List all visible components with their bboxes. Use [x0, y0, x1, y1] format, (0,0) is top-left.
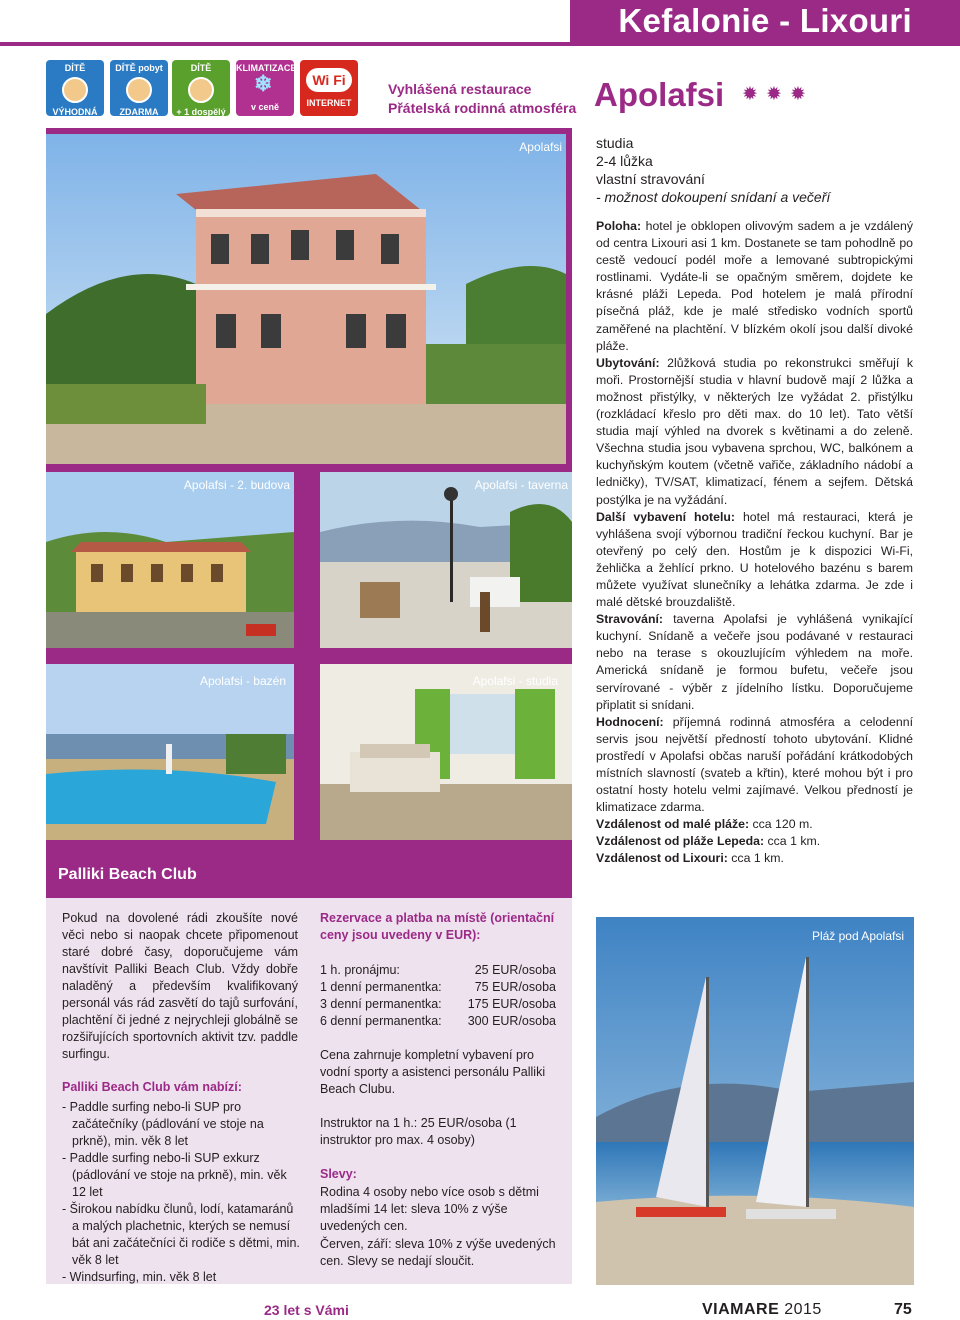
page-number: 75 — [894, 1301, 912, 1318]
palliki-offers-heading: Palliki Beach Club vám nabízí: — [62, 1080, 242, 1094]
price-row — [320, 996, 556, 1013]
discounts-text: Rodina 4 osoby nebo více osob s dětmi mladšími 14 let: sleva 10% z výše uvedených cen. — [320, 1185, 539, 1233]
brand-year: 2015 — [784, 1301, 822, 1318]
child-stay-free-icon — [110, 60, 168, 116]
price-row — [320, 979, 556, 996]
building-2-image — [46, 472, 294, 648]
price-name: 3 denní permanentka: — [320, 997, 442, 1011]
description-section — [596, 714, 913, 817]
description-section — [596, 850, 913, 867]
child-face-icon — [126, 77, 152, 103]
price-value: 300 EUR/osoba — [467, 1014, 556, 1028]
list-item: - Windsurfing, min. věk 8 let — [62, 1270, 217, 1284]
section-label: Stravování: — [596, 612, 663, 627]
icon-label-top: DÍTĚ — [64, 63, 86, 73]
footer-anniversary: 23 let s Vámi — [264, 1302, 349, 1318]
region-title: Kefalonie - Lixouri — [618, 2, 912, 39]
section-label: Hodnocení: — [596, 714, 664, 729]
section-label: Vzdálenost od malé pláže: — [596, 817, 750, 832]
icon-label-bottom: ZDARMA — [119, 107, 159, 117]
price-value: 175 EUR/osoba — [467, 997, 556, 1011]
palliki-title: Palliki Beach Club — [58, 866, 197, 883]
child-face-icon — [188, 77, 214, 103]
price-name: 6 denní permanentka: — [320, 1014, 442, 1028]
price-value: 75 EUR/osoba — [474, 980, 556, 994]
section-text: taverna Apolafsi je vyhlášená vynikající kuchyní. Snídaně a večeře jsou podávané v restauraci nebo na terase s okouzlujícím výhledem na moře. Americká snídaně je formou bufetu, večeře jsou servírované - výběr z jídelního lístku. Doporučujeme připlatit si snídani. — [596, 612, 913, 712]
photo-caption: Apolafsi - taverna — [474, 478, 568, 492]
type-line: 2-4 lůžka — [596, 153, 653, 169]
icon-label-bottom: VÝHODNÁ CENA — [52, 107, 98, 128]
photo-caption: Apolafsi — [519, 140, 562, 154]
promo-line-2: Přátelská rodinná atmosféra — [388, 100, 577, 116]
photo-caption: Apolafsi - bazén — [199, 674, 286, 688]
price-row — [320, 1013, 556, 1030]
section-text: cca 120 m. — [749, 817, 813, 832]
rating-star-icon: ✹ — [742, 84, 758, 105]
palliki-intro: Pokud na dovolené rádi zkoušíte nové věci nebo si naopak chcete připomenout staré dobré časy, doporučujeme vám navštívit Palliki Beach Club. Vždy dobře naladěný a především kvalifikovaný personál vás rád zasvětí do tajů surfování, plachtění či jedné z nejrychleji globálně se rozšiřujících sportovních aktivit tzv. paddle surfingu. — [62, 911, 298, 1061]
list-item: - Širokou nabídku člunů, lodí, katamaránů a malých plachetnic, kterých se nemusí bát ani začátečníci či rodiče s dětmi, min. věk 8 let — [62, 1202, 300, 1267]
section-label: Vzdálenost od Lixouri: — [596, 851, 728, 866]
description-section — [596, 509, 913, 612]
photo-caption: Apolafsi - 2. budova — [183, 478, 290, 492]
wifi-logo: Wi Fi — [306, 68, 352, 92]
discounts-heading: Slevy: — [320, 1167, 357, 1181]
icon-label-bottom: INTERNET — [306, 98, 352, 108]
hotel-name: Apolafsi — [594, 76, 725, 113]
reservation-heading: Rezervace a platba na místě (orientační ceny jsou uvedeny v EUR): — [320, 911, 555, 942]
section-text: příjemná rodinná atmosféra a celodenní servis jsou největší předností tohoto ubytování. Klidné prostředí v Apolafsi občas naruší pořádání krátkodobých místních slavností (svateb a křtin), které mohou být i pro ostatní hosty hotelu velmi zajímavé. Velkou předností je klimatizace zdarma. — [596, 714, 913, 815]
air-conditioning-icon — [236, 60, 297, 116]
description-section — [596, 611, 913, 714]
photo-studio — [320, 664, 572, 840]
section-label: Další vybavení hotelu: — [596, 509, 735, 524]
photo-building-2 — [46, 472, 294, 648]
discounts-text-2: Červen, září: sleva 10% z výše uvedených cen. Slevy se nedají sloučit. — [320, 1237, 556, 1268]
snowflake-icon: ❄ — [254, 71, 273, 96]
photo-caption: Pláž pod Apolafsi — [811, 929, 904, 943]
studio-image — [320, 664, 572, 840]
section-text: 2lůžková studia po rekonstrukci směřují k moři. Prostornější studia v hlavní budově mají 2 lůžka a možnost přistýlky, v některých lze vyžádat 2. přistýlku (rozkládací křeslo pro děti max. do 10 let). Tato větší studia mají výhled na dvorek s květinami a do zeleně. Všechna studia jsou vybavena sprchou, WC, balkónem a kuchyňským koutem (včetně vařiče, základního nádobí a ledničky), TV/SAT, klimatizací, fénem a sejfem. Dětská postýlka je na vyžádání. — [596, 355, 913, 507]
description-section — [596, 218, 913, 355]
section-text: cca 1 km. — [727, 851, 784, 866]
description-section — [596, 355, 913, 509]
pool-image — [46, 664, 294, 840]
description-section — [596, 833, 913, 850]
price-note: Cena zahrnuje kompletní vybavení pro vodní sporty a asistenci personálu Palliki Beach Clubu. — [320, 1048, 546, 1096]
price-name: 1 h. pronájmu: — [320, 963, 400, 977]
promo-lines — [388, 80, 578, 118]
brand-name: VIAMARE — [702, 1301, 780, 1318]
child-discount-icon — [46, 60, 104, 128]
list-item: - Paddle surfing nebo-li SUP exkurz (pádlování ve stoje na prkně), min. věk 12 let — [62, 1151, 287, 1199]
region-title-bar — [570, 0, 960, 42]
palliki-offers-list — [62, 1099, 302, 1286]
child-face-icon — [62, 77, 88, 103]
child-plus-adult-icon — [172, 60, 230, 116]
photo-caption: Apolafsi - studia — [472, 674, 558, 688]
price-value: 25 EUR/osoba — [474, 963, 556, 977]
beach-image — [596, 917, 914, 1285]
icon-label-top: DÍTĚ — [190, 63, 212, 73]
type-line: studia — [596, 135, 634, 151]
icon-label-top: DÍTĚ pobyt — [115, 63, 163, 73]
section-label: Ubytování: — [596, 355, 660, 370]
icon-label-bottom: + 1 dospělý — [176, 107, 226, 117]
wifi-internet-icon — [300, 60, 358, 116]
section-label: Poloha: — [596, 219, 642, 233]
section-text: cca 1 km. — [764, 834, 821, 849]
section-text: hotel je obklopen olivovým sadem a je vzdálený od centra Lixouri asi 1 km. Dostanete se tam pohodlně po cestě vedoucí podél moře a lemované subtropickými rostlinami. Vydáte-li se opačným směrem, dojdete ke krásné pláži Lepeda. Pod hotelem je malá přírodní písečná pláž, kde je malé středisko vodních sportů zaměřené na plachtění. V blízkém okolí jsou další divoké pláže. — [596, 219, 913, 353]
footer-brand — [702, 1301, 822, 1319]
price-row — [320, 962, 556, 979]
description-section — [596, 816, 913, 833]
photo-taverna — [320, 472, 572, 648]
accommodation-types — [596, 134, 926, 206]
photo-pool — [46, 664, 294, 840]
list-item: - Paddle surfing nebo-li SUP pro začátečníky (pádlování ve stoje na prkně), min. věk 8 let — [62, 1100, 264, 1148]
type-line: vlastní stravování — [596, 171, 705, 187]
instructor-price: Instruktor na 1 h.: 25 EUR/osoba (1 instruktor pro max. 4 osoby) — [320, 1116, 517, 1147]
photo-beach — [596, 917, 914, 1285]
hotel-description — [596, 218, 913, 868]
icon-label-top: KLIMATIZACE — [236, 63, 297, 73]
header-rule — [0, 42, 960, 46]
taverna-image — [320, 472, 572, 648]
type-note: - možnost dokoupení snídaní a večeří — [596, 189, 831, 205]
rating-star-icon: ✹ — [766, 84, 782, 105]
promo-line-1: Vyhlášená restaurace — [388, 81, 532, 97]
rating-star-icon: ✹ — [790, 84, 806, 105]
icon-label-bottom: v ceně — [250, 102, 280, 112]
section-label: Vzdálenost od pláže Lepeda: — [596, 834, 765, 849]
hotel-main-image — [46, 134, 566, 464]
section-text: hotel má restauraci, která je vyhlášena svojí výbornou tradiční řeckou kuchyní. Bar je otevřený po celý den. Hostům je k dispozici Wi-Fi, žehlička a žehlící prkno. U hotelového bazénu s barem můžete využívat slunečníky a lehátka zdarma. Je zde i malé dětské brouzdaliště. — [596, 509, 913, 610]
price-name: 1 denní permanentka: — [320, 980, 442, 994]
photo-hotel-main — [46, 134, 566, 464]
